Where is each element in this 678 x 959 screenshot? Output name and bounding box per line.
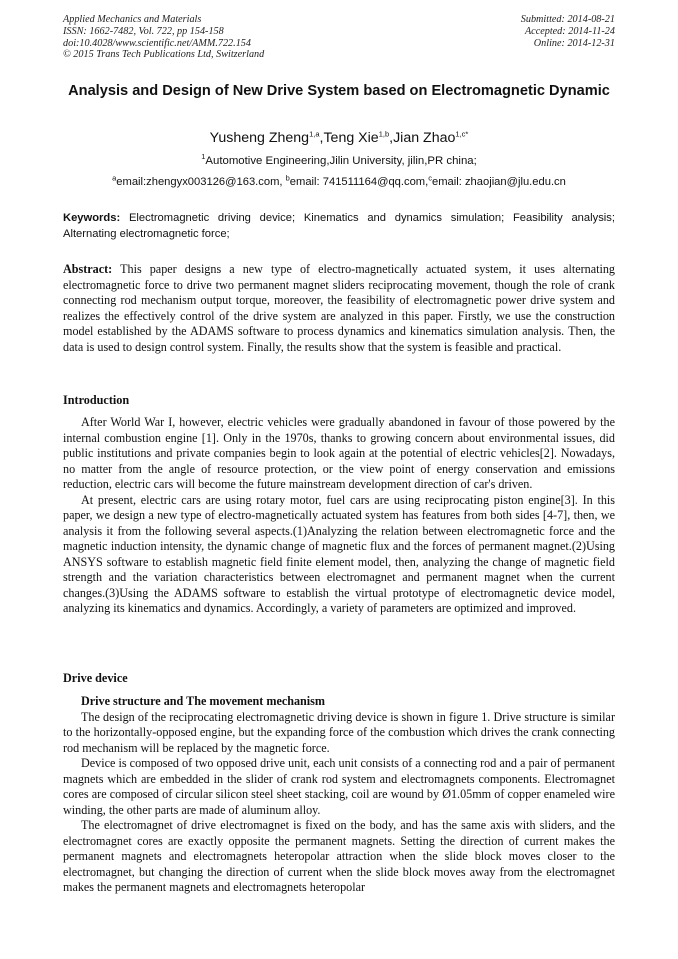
author-affiliation-mark: 1,b [378,129,390,139]
abstract-label: Abstract: [63,262,113,276]
paragraph: At present, electric cars are using rotary motor, fuel cars are using reciprocating piston engine[3]. In this paper, we design a new type of electro-magnetically actuated system has features from both sides [4-7], then, we analysis it from the following several aspects.(1)Analyzing the relation between electromagnetic force and the magnetic induction intensity, the dynamic change of magnetic flux and the forces of permanent magnet.(2)Using ANSYS software to establish magnetic field finite element model, then, analyzing the change of magnetic field strength and the variation characteristics between electromagnet and permanent magnet when the current changes.(3)Using the ADAMS software to establish the virtual prototype of electromagnetic device model, analyzing its kinematics and dynamics. Accordingly, a variety of parameters are optimized and improved. [63,492,615,616]
journal-info [63,14,264,61]
author-emails [63,173,615,188]
email-mark: b [285,173,290,183]
introduction-section [63,415,615,617]
paragraph: Device is composed of two opposed drive unit, each unit consists of a connecting rod and a pair of permanent magnets which are embedded in the slider of crank rod system and electromagnets components. Electromagnet cores are composed of circular silicon steel sheet stacking, coil are wound by Ø1.05mm of copper enameled wire winding, the other parts are made of aluminum alloy. [63,756,615,817]
affiliation [63,152,615,167]
abstract [63,262,615,355]
author-name: Yusheng Zheng [209,130,310,146]
paragraph: The design of the reciprocating electromagnetic driving device is shown in figure 1. Drive structure is similar to the horizontally-opposed engine, but the expanding force of the combustion which drives the crank connecting rod mechanism will be replaced by the magnetic force. [63,709,615,755]
paragraph: The electromagnet of drive electromagnet is fixed on the body, and has the same axis with sliders, and the electromagnet cores are exactly opposite the permanent magnets. Setting the direction of current makes the permanent magnets and electromagnets heteropolar attraction when the slide block moves closer to the electromagnet, but changing the direction of current when the slide block moves away from the electromagnet makes the permanent magnets and electromagnets heteropolar [63,818,615,895]
email-text: email: 741511164@qq.com, [289,176,429,188]
submission-dates [521,14,615,49]
journal-name: Applied Mechanics and Materials [63,14,202,25]
paragraph: After World War I, however, electric vehicles were gradually abandoned in favour of those powered by the internal combustion engine [1]. Only in the 1970s, thanks to growing concern about environmental issues, did public institutions and private companies begin to look again at the potential of electric vehicles[2]. Nowadays, no matter from the angle of resource protection, or the view point of energy conservation and emissions reduction, electric cars will become the future mainstream development direction of car's driven. [63,415,615,492]
affiliation-mark: 1 [201,152,206,162]
keywords-text: Electromagnetic driving device; Kinematics and dynamics simulation; Feasibility analysis; Alternating electromagnetic force; [63,212,615,240]
subsection-heading: Drive structure and The movement mechanism [81,694,326,708]
drive-device-section [63,694,615,896]
author-name: Teng Xie [323,130,379,146]
affiliation-text: Automotive Engineering,Jilin University, jilin,PR china; [205,155,477,167]
email-text: email: zhaojian@jlu.edu.cn [432,176,566,188]
journal-copyright: © 2015 Trans Tech Publications Ltd, Switzerland [63,49,265,61]
author-affiliation-mark: 1,a [309,129,320,139]
author-name: Jian Zhao [393,130,456,146]
accepted-date: Accepted: 2014-11-24 [524,25,615,37]
email-text: email:zhengyx003126@163.com, [116,176,286,188]
keywords [63,211,615,242]
journal-issn: ISSN: 1662-7482, Vol. 722, pp 154-158 [63,25,224,37]
email-mark: a [112,173,117,183]
paper-title: Analysis and Design of New Drive System based on Electromagnetic Dynamic [68,83,610,99]
keywords-label: Keywords: [63,212,121,224]
submitted-date: Submitted: 2014-08-21 [520,14,615,25]
author-affiliation-mark: 1,c* [455,129,469,139]
author-list: Yusheng Zheng$^{1,a}$,Teng Xie$^{1,b}$,Jian Zhao$^{1,c*}$ [209,129,469,146]
journal-doi: doi:10.4028/www.scientific.net/AMM.722.154 [63,37,251,49]
section-heading-introduction: Introduction [63,393,130,407]
online-date: Online: 2014-12-31 [533,37,615,49]
section-heading-drive-device: Drive device [63,671,128,685]
abstract-text: This paper designs a new type of electro-magnetically actuated system, it uses alternating electromagnetic force to drive two permanent magnet sliders reciprocating movement, though the role of crank connecting rod mechanism output torque, moreover, the feasibility of electromagnetic power drive system and realizes the effectively control of the drive system are analyzed in this paper. Firstly, we use the construction model established by the ADAMS software to process dynamics and kinematics simulation analysis. Then, the data is used to design control system. Finally, the results show that the system is feasible and practical. [63,262,615,354]
email-mark: c [428,173,432,183]
